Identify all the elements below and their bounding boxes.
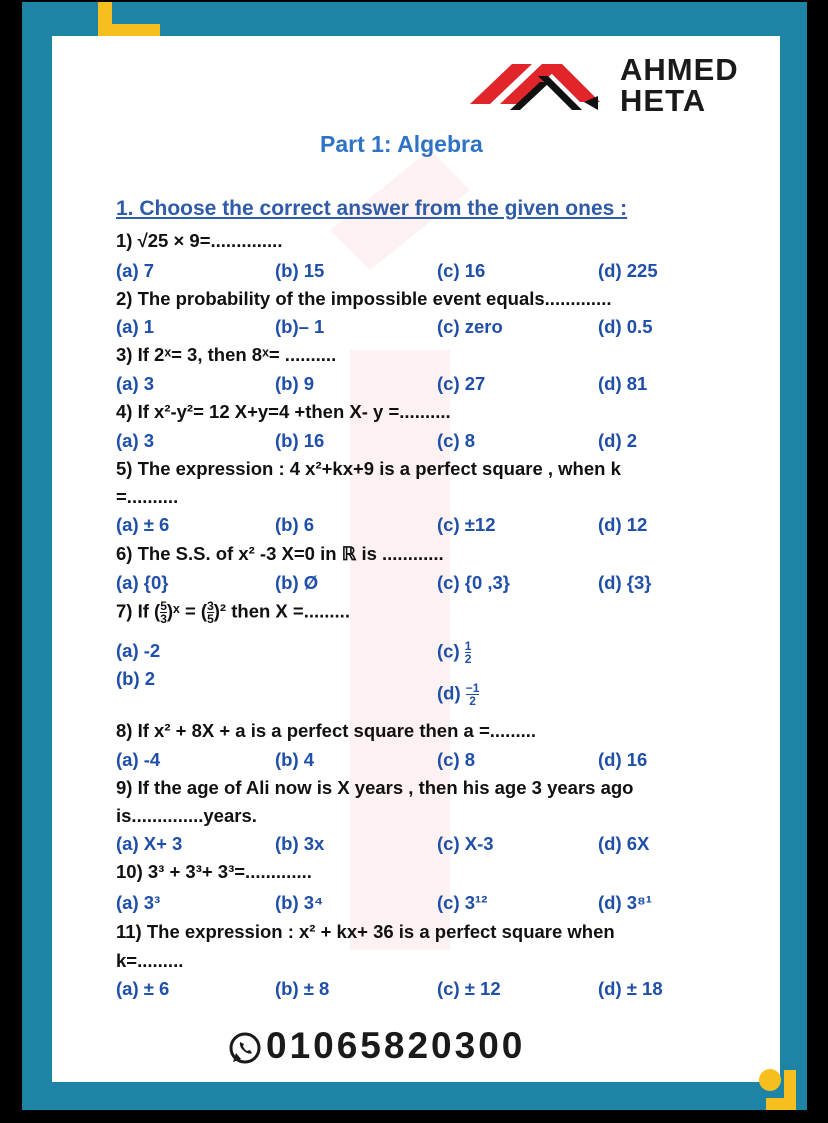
q7-option-c-num: 1 — [464, 639, 472, 653]
q10-option-a: (a) 3³ — [116, 892, 161, 913]
phone-number: 01065820300 — [266, 1025, 526, 1066]
section-heading: 1. Choose the correct answer from the given ones : — [116, 197, 628, 220]
whatsapp-icon — [228, 1031, 262, 1065]
q11-option-d: (d) ± 18 — [598, 978, 663, 999]
question-5-continuation: =.......... — [116, 486, 179, 507]
q5-option-b: (b) 6 — [275, 514, 315, 535]
q7-fraction-2 — [207, 600, 214, 625]
q7-option-d-label: (d) — [437, 682, 461, 704]
q3-option-b: (b) 9 — [275, 373, 315, 394]
q2-option-b: (b)– 1 — [275, 316, 325, 337]
question-11: 11) The expression : x² + kx+ 36 is a perfect square when — [116, 921, 615, 942]
q7-fraction-1-den: 3 — [160, 612, 167, 626]
q11-option-c: (c) ± 12 — [437, 978, 501, 999]
q7-option-d-fraction — [466, 682, 480, 707]
contact-phone — [228, 1025, 525, 1067]
q6-option-a: (a) {0} — [116, 572, 169, 593]
logo-line-1: AHMED — [620, 52, 739, 87]
q7-option-c-den: 2 — [464, 652, 472, 666]
question-8: 8) If x² + 8X + a is a perfect square then a =......... — [116, 720, 537, 741]
q7-fraction-1-num: 5 — [160, 599, 167, 613]
q2-option-c: (c) zero — [437, 316, 503, 337]
question-9: 9) If the age of Ali now is X years , then his age 3 years ago — [116, 777, 634, 798]
q1-option-c: (c) 16 — [437, 260, 486, 281]
q9-option-d: (d) 6X — [598, 833, 650, 854]
q7-fraction-2-num: 3 — [207, 599, 214, 613]
q9-option-a: (a) X+ 3 — [116, 833, 183, 854]
q7-stem-part-1: 7) If ( — [116, 600, 161, 622]
question-6: 6) The S.S. of x² -3 X=0 in ℝ is ............ — [116, 543, 444, 564]
q7-option-c-label: (c) — [437, 640, 460, 662]
q7-option-c-fraction — [465, 640, 472, 665]
q7-option-d-den: 2 — [469, 694, 476, 708]
q10-option-c: (c) 3¹² — [437, 892, 488, 913]
q5-option-c: (c) ±12 — [437, 514, 496, 535]
q5-option-d: (d) 12 — [598, 514, 648, 535]
q10-option-b: (b) 3⁴ — [275, 892, 324, 913]
question-3: 3) If 2ˣ= 3, then 8ˣ= .......... — [116, 344, 337, 365]
q10-option-d: (d) 3⁸¹ — [598, 892, 652, 913]
q6-option-c: (c) {0 ,3} — [437, 572, 511, 593]
q6-option-b: (b) Ø — [275, 572, 319, 593]
logo-text — [620, 54, 739, 116]
q7-option-d-num: −1 — [465, 681, 480, 695]
corner-decoration-bottom — [758, 1064, 802, 1110]
q4-option-c: (c) 8 — [437, 430, 476, 451]
question-9-continuation: is..............years. — [116, 805, 257, 826]
q7-option-b: (b) 2 — [116, 668, 156, 689]
q8-option-b: (b) 4 — [275, 749, 315, 770]
question-7 — [116, 600, 350, 625]
part-title: Part 1: Algebra — [320, 131, 483, 157]
q1-option-d: (d) 225 — [598, 260, 658, 281]
q7-stem-part-2: )ˣ = ( — [166, 600, 208, 622]
question-4: 4) If x²-y²= 12 X+y=4 +then X- y =.......... — [116, 401, 451, 422]
q9-option-b: (b) 3x — [275, 833, 325, 854]
q1-option-b: (b) 15 — [275, 260, 325, 281]
question-11-continuation: k=......... — [116, 950, 184, 971]
q2-option-d: (d) 0.5 — [598, 316, 653, 337]
q7-option-d — [437, 682, 479, 707]
question-5: 5) The expression : 4 x²+kx+9 is a perfect square , when k — [116, 458, 621, 479]
question-2: 2) The probability of the impossible event equals............. — [116, 288, 612, 309]
corner-decoration-top — [98, 2, 160, 36]
q7-option-a: (a) -2 — [116, 640, 161, 661]
logo-line-2: HETA — [620, 83, 707, 118]
question-10: 10) 3³ + 3³+ 3³=............. — [116, 861, 312, 882]
q11-option-a: (a) ± 6 — [116, 978, 170, 999]
q3-option-a: (a) 3 — [116, 373, 155, 394]
question-1: 1) √25 × 9=.............. — [116, 230, 283, 251]
q3-option-d: (d) 81 — [598, 373, 648, 394]
q8-option-c: (c) 8 — [437, 749, 476, 770]
q7-fraction-2-den: 5 — [207, 612, 214, 626]
q6-option-d: (d) {3} — [598, 572, 652, 593]
q7-fraction-1 — [160, 600, 167, 625]
q11-option-b: (b) ± 8 — [275, 978, 330, 999]
q5-option-a: (a) ± 6 — [116, 514, 170, 535]
q7-option-c — [437, 640, 471, 665]
q8-option-a: (a) -4 — [116, 749, 161, 770]
q3-option-c: (c) 27 — [437, 373, 486, 394]
q2-option-a: (a) 1 — [116, 316, 155, 337]
q4-option-a: (a) 3 — [116, 430, 155, 451]
q4-option-b: (b) 16 — [275, 430, 325, 451]
q7-stem-part-3: )² then X =......... — [213, 600, 350, 622]
q9-option-c: (c) X-3 — [437, 833, 494, 854]
q8-option-d: (d) 16 — [598, 749, 648, 770]
q1-option-a: (a) 7 — [116, 260, 155, 281]
q4-option-d: (d) 2 — [598, 430, 638, 451]
